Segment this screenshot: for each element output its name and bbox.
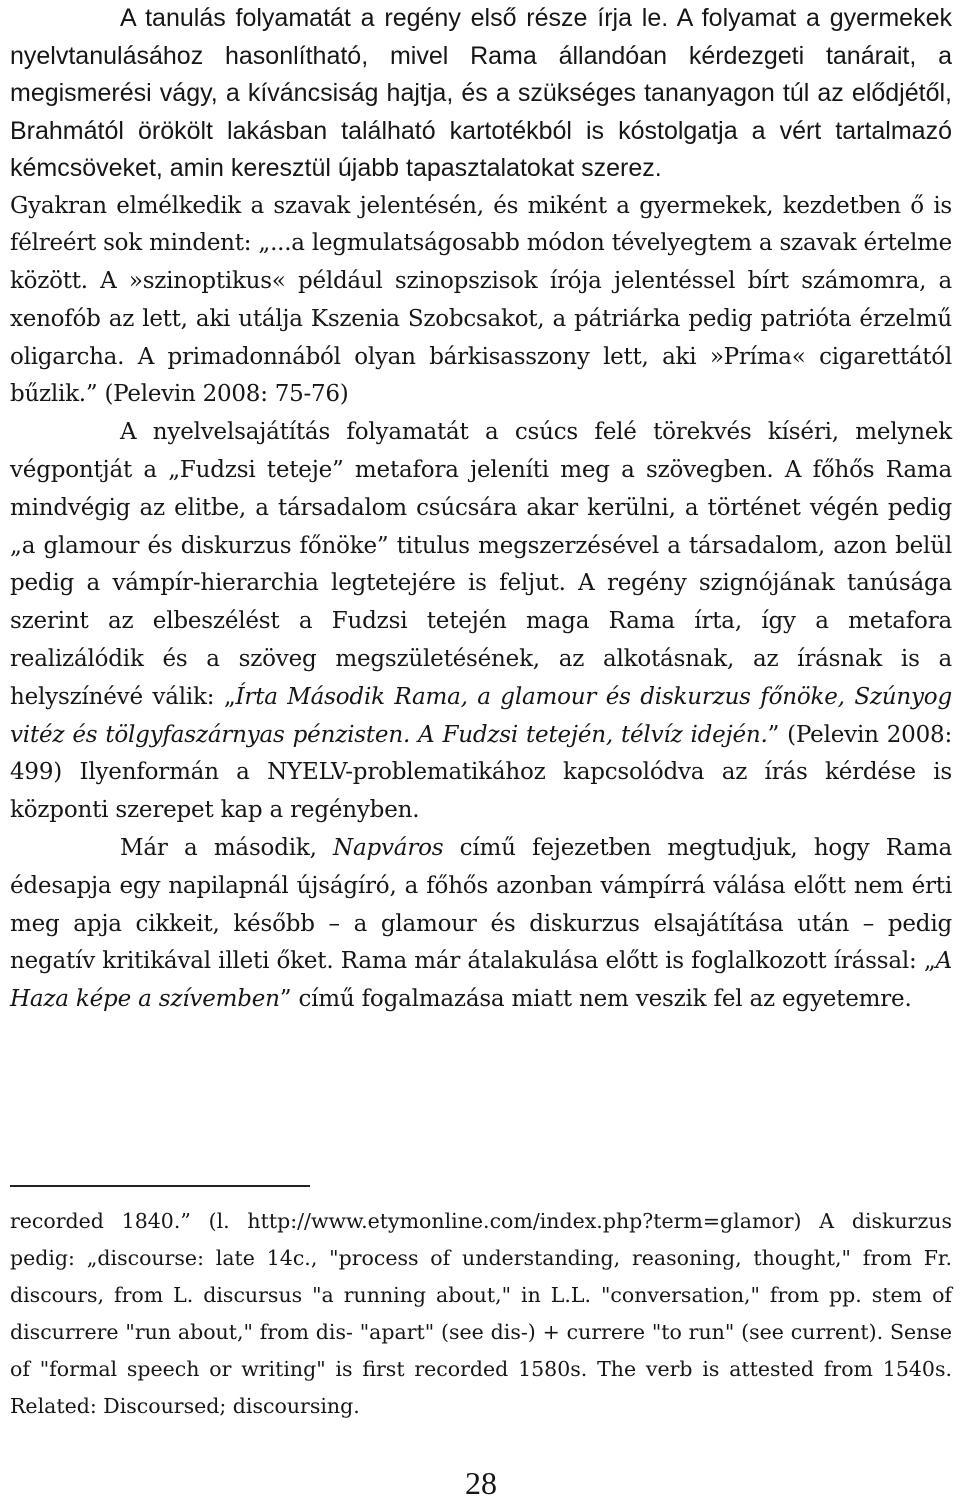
paragraph3b-text: című fejezetben megtudjuk, hogy Rama édesapja egy napilapnál újságíró, a főhős azonban vámpírrá válása előtt nem érti meg apja cikkeit, később – a glamour és diskurzus elsajátítása után – pedig negatív kritikával illeti őket. Rama már átalakulása előtt is foglalkozott írással: „: [10, 835, 952, 975]
paragraph2a-text: A nyelvelsajátítás folyamatát a csúcs felé törekvés kíséri, melynek végpontját a „Fudzsi teteje” metafora jeleníti meg a szövegben. A főhős Rama mindvégig az elitbe, a társadalom csúcsára akar kerülni, a történet végén pedig „a glamour és diskurzus főnöke” titulus megszerzésével a társadalom, azon belül pedig a vámpír-hierarchia legtetejére is feljut. A regény szignójának tanúsága szerint az elbeszélést a Fudzsi tetején maga Rama írta, így a metafora realizálódik és a szöveg megszületésének, az alkotásnak, az írásnak is a helyszínévé válik: „: [10, 419, 952, 710]
signature-quote: Írta Második Rama, a glamour és diskurzus főnöke, Szúnyog vitéz és tölgyfaszárnyas pénzisten. A Fudzsi tetején, télvíz idején.: [10, 683, 952, 748]
paragraph-fuji-metaphor: [10, 414, 952, 830]
paragraph-napvaros: [10, 830, 952, 1019]
paragraph-learning-process: [10, 0, 952, 188]
paragraph2b-text: ” (Pelevin 2008: 499) Ilyenformán a NYELV-problematikához kapcsolódva az írás kérdése is központi szerepet kap a regényben.: [10, 721, 952, 824]
page-number: 28: [465, 1465, 497, 1501]
paragraph3c-text: ” című fogalmazása miatt nem veszik fel az egyetemre.: [279, 986, 912, 1013]
chapter-title: Napváros: [333, 835, 444, 862]
document-page: [10, 0, 952, 1501]
footnote-separator: [10, 1185, 310, 1187]
paragraph3a-text: Már a második,: [120, 835, 334, 862]
paragraph-quote: [10, 188, 952, 415]
essay-title: A Haza képe a szívemben: [10, 948, 952, 1013]
footnote-text: recorded 1840.” (l. http://www.etymonline.com/index.php?term=glamor) A diskurzus pedig: „discourse: late 14c., "process of understanding, reasoning, thought," from Fr. discours, from L. discursus "a running about," in L.L. "conversation," from pp. stem of discurrere "run about," from dis- "apart" (see dis-) + currere "to run" (see current). Sense of "formal speech or writing" is first recorded 1580s. The verb is attested from 1540s. Related: Discoursed; discoursing.: [10, 1209, 952, 1418]
paragraph1-text: A tanulás folyamatát a regény első része írja le. A folyamat a gyermekek nyelvtanulásához hasonlítható, mivel Rama állandóan kérdezgeti tanárait, a megismerési vágy, a kíváncsiság hajtja, és a szükséges tananyagon túl az elődjétől, Brahmától örökölt lakásban található kartotékból is kóstolgatja a vért tartalmazó kémcsöveket, amin keresztül újabb tapasztalatokat szerez.: [10, 4, 952, 182]
paragraph1b-text: Gyakran elmélkedik a szavak jelentésén, és miként a gyermekek, kezdetben ő is félreért sok mindent: „...a legmulatságosabb módon tévelyegtem a szavak értelme között. A »szinoptikus« például szinopszisok írója jelentéssel bírt számomra, a xenofób az lett, aki utálja Kszenia Szobcsakot, a pátriárka pedig patrióta érzelmű oligarcha. A primadonnából olyan bárkisasszony lett, aki »Príma« cigarettától bűzlik.”: [10, 192, 952, 408]
citation: (Pelevin 2008: 75-76): [104, 381, 349, 408]
